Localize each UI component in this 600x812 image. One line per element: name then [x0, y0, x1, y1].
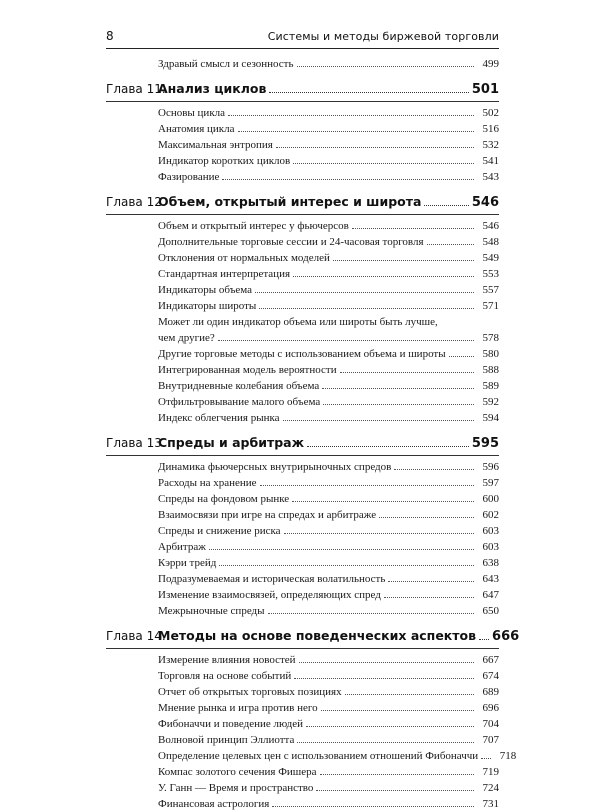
dot-leader [268, 613, 474, 614]
toc-entry[interactable] [158, 748, 517, 764]
toc-entry-title: Арбитраж [158, 539, 209, 555]
dot-leader [323, 404, 474, 405]
toc-entry-page: 603 [482, 541, 499, 553]
toc-entry-page: 548 [482, 236, 499, 248]
toc-entry-title: Отфильтровывание малого объема [158, 394, 323, 410]
toc-entry[interactable] [158, 475, 499, 491]
chapter-title: Методы на основе поведенческих аспектов [158, 628, 477, 643]
toc-entry-page: 549 [482, 252, 499, 264]
toc-entry-title: Финансовая астрология [158, 796, 272, 812]
dot-leader [297, 66, 475, 67]
toc-entry[interactable] [158, 764, 499, 780]
toc-entry-title: Объем и открытый интерес у фьючерсов [158, 218, 352, 234]
toc-entry[interactable] [158, 56, 499, 72]
toc-entry[interactable] [158, 652, 499, 668]
toc-entry-title: Другие торговые методы с использованием объема и широты [158, 346, 449, 362]
toc-entry[interactable] [158, 555, 499, 571]
toc-entry-page: 592 [482, 396, 499, 408]
toc-entry-page: 603 [482, 525, 499, 537]
toc-entry-page: 597 [482, 477, 499, 489]
toc-entry[interactable] [158, 684, 499, 700]
toc-entry-page: 719 [482, 766, 499, 778]
toc-entry[interactable] [158, 105, 499, 121]
toc-entry-page: 667 [482, 654, 499, 666]
toc-entry-title: Спреды и снижение риска [158, 523, 284, 539]
toc-entry-page: 502 [482, 107, 499, 119]
toc-entry-title: Фибоначчи и поведение людей [158, 716, 306, 732]
dot-leader [269, 92, 468, 93]
page-number: 8 [106, 29, 114, 43]
dot-leader [322, 388, 474, 389]
toc-entry-title: Взаимосвязи при игре на спредах и арбитраже [158, 507, 379, 523]
toc-entry-title: Измерение влияния новостей [158, 652, 299, 668]
toc-entry-title: Отклонения от нормальных моделей [158, 250, 333, 266]
dot-leader [306, 726, 474, 727]
toc-entry-page: 594 [482, 412, 499, 424]
toc-entry-page: 589 [482, 380, 499, 392]
toc-entry-title: Индикаторы широты [158, 298, 259, 314]
toc-entry-page: 602 [482, 509, 499, 521]
toc-entry-page: 696 [482, 702, 499, 714]
toc-entry-title: Торговля на основе событий [158, 668, 294, 684]
chapter-page: 501 [471, 82, 499, 97]
toc-entry-page: 532 [482, 139, 499, 151]
toc-entry[interactable] [158, 587, 499, 603]
toc-entry-title: Основы цикла [158, 105, 228, 121]
toc-entry-title: Волновой принцип Эллиотта [158, 732, 297, 748]
chapter-rule [106, 101, 499, 102]
toc-entry-title: Расходы на хранение [158, 475, 260, 491]
toc-entry[interactable] [158, 523, 499, 539]
toc-entry[interactable] [158, 234, 499, 250]
toc-entry[interactable] [158, 796, 499, 812]
toc-entry-page: 674 [482, 670, 499, 682]
toc-entry-page: 643 [482, 573, 499, 585]
dot-leader [218, 340, 474, 341]
dot-leader [260, 485, 474, 486]
toc-entry-page: 546 [482, 220, 499, 232]
toc-entry-page: 689 [482, 686, 499, 698]
toc-entry[interactable] [158, 668, 499, 684]
dot-leader [222, 179, 474, 180]
toc-entry-page: 516 [482, 123, 499, 135]
toc-entry[interactable] [158, 539, 499, 555]
toc-entry[interactable] [158, 507, 499, 523]
toc-entry-page: 499 [482, 58, 499, 70]
chapter-rule [106, 648, 499, 649]
chapter-number: Глава 13. [106, 436, 166, 450]
dot-leader [333, 260, 474, 261]
toc-entry[interactable] [158, 218, 499, 234]
toc-entry-title: Отчет об открытых торговых позициях [158, 684, 345, 700]
toc-entry-title: Индикаторы объема [158, 282, 255, 298]
chapter-heading[interactable] [106, 432, 499, 454]
toc-entry-page: 647 [482, 589, 499, 601]
running-title: Системы и методы биржевой торговли [267, 30, 499, 43]
toc-entry-title: Анатомия цикла [158, 121, 238, 137]
dot-leader [307, 446, 469, 447]
toc-entry-page: 588 [482, 364, 499, 376]
toc-entry[interactable] [158, 346, 499, 362]
toc-entry[interactable] [158, 153, 499, 169]
toc-entry-title: Изменение взаимосвязей, определяющих спред [158, 587, 384, 603]
toc-entry-page: 553 [482, 268, 499, 280]
dot-leader [352, 228, 474, 229]
dot-leader [345, 694, 474, 695]
dot-leader [294, 678, 474, 679]
toc-entry[interactable] [158, 169, 499, 185]
toc-entry[interactable] [158, 282, 499, 298]
toc-entry-title: У. Ганн — Время и пространство [158, 780, 316, 796]
toc-entry-title: Стандартная интерпретация [158, 266, 293, 282]
toc-entry-page: 543 [482, 171, 499, 183]
dot-leader [340, 372, 474, 373]
toc-entry-page: 650 [482, 605, 499, 617]
toc-entry[interactable] [158, 410, 499, 426]
toc-entry-title: Кэрри трейд [158, 555, 219, 571]
toc-entry-page: 724 [482, 782, 499, 794]
toc-entry-page: 578 [482, 332, 499, 344]
chapter-page: 546 [471, 195, 499, 210]
table-of-contents [106, 56, 520, 812]
chapter-heading[interactable] [106, 78, 499, 100]
toc-entry-title: Межрыночные спреды [158, 603, 268, 619]
toc-entry[interactable] [158, 394, 499, 410]
chapter-rule [106, 455, 499, 456]
toc-entry[interactable] [158, 700, 499, 716]
toc-entry-page: 638 [482, 557, 499, 569]
toc-entry[interactable] [158, 266, 499, 282]
toc-entry-title: Внутридневные колебания объема [158, 378, 322, 394]
dot-leader [228, 115, 474, 116]
toc-entry[interactable] [158, 362, 499, 378]
dot-leader [449, 356, 474, 357]
toc-entry-title: Индекс облегчения рынка [158, 410, 283, 426]
dot-leader [424, 205, 468, 206]
toc-entry-page: 596 [482, 461, 499, 473]
dot-leader [259, 308, 474, 309]
dot-leader [394, 469, 474, 470]
toc-entry-title: Фазирование [158, 169, 222, 185]
toc-entry-page: 541 [482, 155, 499, 167]
dot-leader [481, 758, 491, 759]
toc-entry[interactable] [158, 314, 499, 346]
toc-entry[interactable] [158, 378, 499, 394]
chapter-title: Анализ циклов [158, 81, 267, 96]
toc-entry-title: Спреды на фондовом рынке [158, 491, 292, 507]
toc-entry[interactable] [158, 491, 499, 507]
toc-entry-page: 718 [499, 750, 517, 762]
chapter-title: Объем, открытый интерес и широта [158, 194, 422, 209]
header-rule [106, 48, 499, 49]
chapter-heading[interactable] [106, 625, 520, 647]
dot-leader [384, 597, 474, 598]
toc-entry-page: 731 [482, 798, 499, 810]
toc-entry-title: чем другие? [158, 330, 218, 346]
dot-leader [388, 581, 474, 582]
chapter-rule [106, 214, 499, 215]
dot-leader [321, 710, 474, 711]
chapter-number: Глава 14. [106, 629, 166, 643]
toc-entry-page: 580 [482, 348, 499, 360]
toc-entry-title: Дополнительные торговые сессии и 24-часовая торговля [158, 234, 427, 250]
dot-leader [320, 774, 474, 775]
dot-leader [276, 147, 474, 148]
toc-entry[interactable] [158, 716, 499, 732]
toc-entry[interactable] [158, 459, 499, 475]
toc-entry-title: Компас золотого сечения Фишера [158, 764, 320, 780]
toc-entry-title: Интегрированная модель вероятности [158, 362, 340, 378]
dot-leader [427, 244, 474, 245]
dot-leader [219, 565, 474, 566]
toc-entry-title: Здравый смысл и сезонность [158, 56, 297, 72]
toc-entry-page: 600 [482, 493, 499, 505]
toc-entry[interactable] [158, 571, 499, 587]
chapter-number: Глава 11. [106, 82, 166, 96]
dot-leader [209, 549, 474, 550]
dot-leader [238, 131, 474, 132]
dot-leader [292, 501, 474, 502]
dot-leader [299, 662, 474, 663]
chapter-page: 666 [492, 629, 520, 644]
toc-entry-title: Максимальная энтропия [158, 137, 276, 153]
toc-entry[interactable] [158, 603, 499, 619]
dot-leader [293, 276, 474, 277]
toc-entry-page: 704 [482, 718, 499, 730]
dot-leader [293, 163, 474, 164]
toc-entry[interactable] [158, 780, 499, 796]
toc-entry[interactable] [158, 732, 499, 748]
toc-entry-title: Определение целевых цен с использованием отношений Фибоначчи [158, 748, 481, 764]
dot-leader [272, 806, 474, 807]
dot-leader [316, 790, 474, 791]
toc-entry[interactable] [158, 298, 499, 314]
toc-entry[interactable] [158, 250, 499, 266]
chapter-title: Спреды и арбитраж [158, 435, 305, 450]
dot-leader [379, 517, 474, 518]
toc-entry-title: Индикатор коротких циклов [158, 153, 293, 169]
dot-leader [479, 639, 489, 640]
dot-leader [283, 420, 474, 421]
running-head [106, 29, 499, 47]
toc-entry-page: 707 [482, 734, 499, 746]
toc-entry[interactable] [158, 121, 499, 137]
dot-leader [284, 533, 474, 534]
chapter-heading[interactable] [106, 191, 499, 213]
toc-entry-title: Мнение рынка и игра против него [158, 700, 321, 716]
toc-entry[interactable] [158, 137, 499, 153]
toc-entry-page: 557 [482, 284, 499, 296]
toc-entry-title: Подразумеваемая и историческая волатильность [158, 571, 388, 587]
dot-leader [297, 742, 474, 743]
chapter-page: 595 [471, 436, 499, 451]
toc-entry-title: Динамика фьючерсных внутрирыночных спредов [158, 459, 394, 475]
dot-leader [255, 292, 474, 293]
chapter-number: Глава 12. [106, 195, 166, 209]
toc-entry-page: 571 [482, 300, 499, 312]
toc-entry-title-line1: Может ли один индикатор объема или широты быть лучше, [158, 316, 438, 328]
